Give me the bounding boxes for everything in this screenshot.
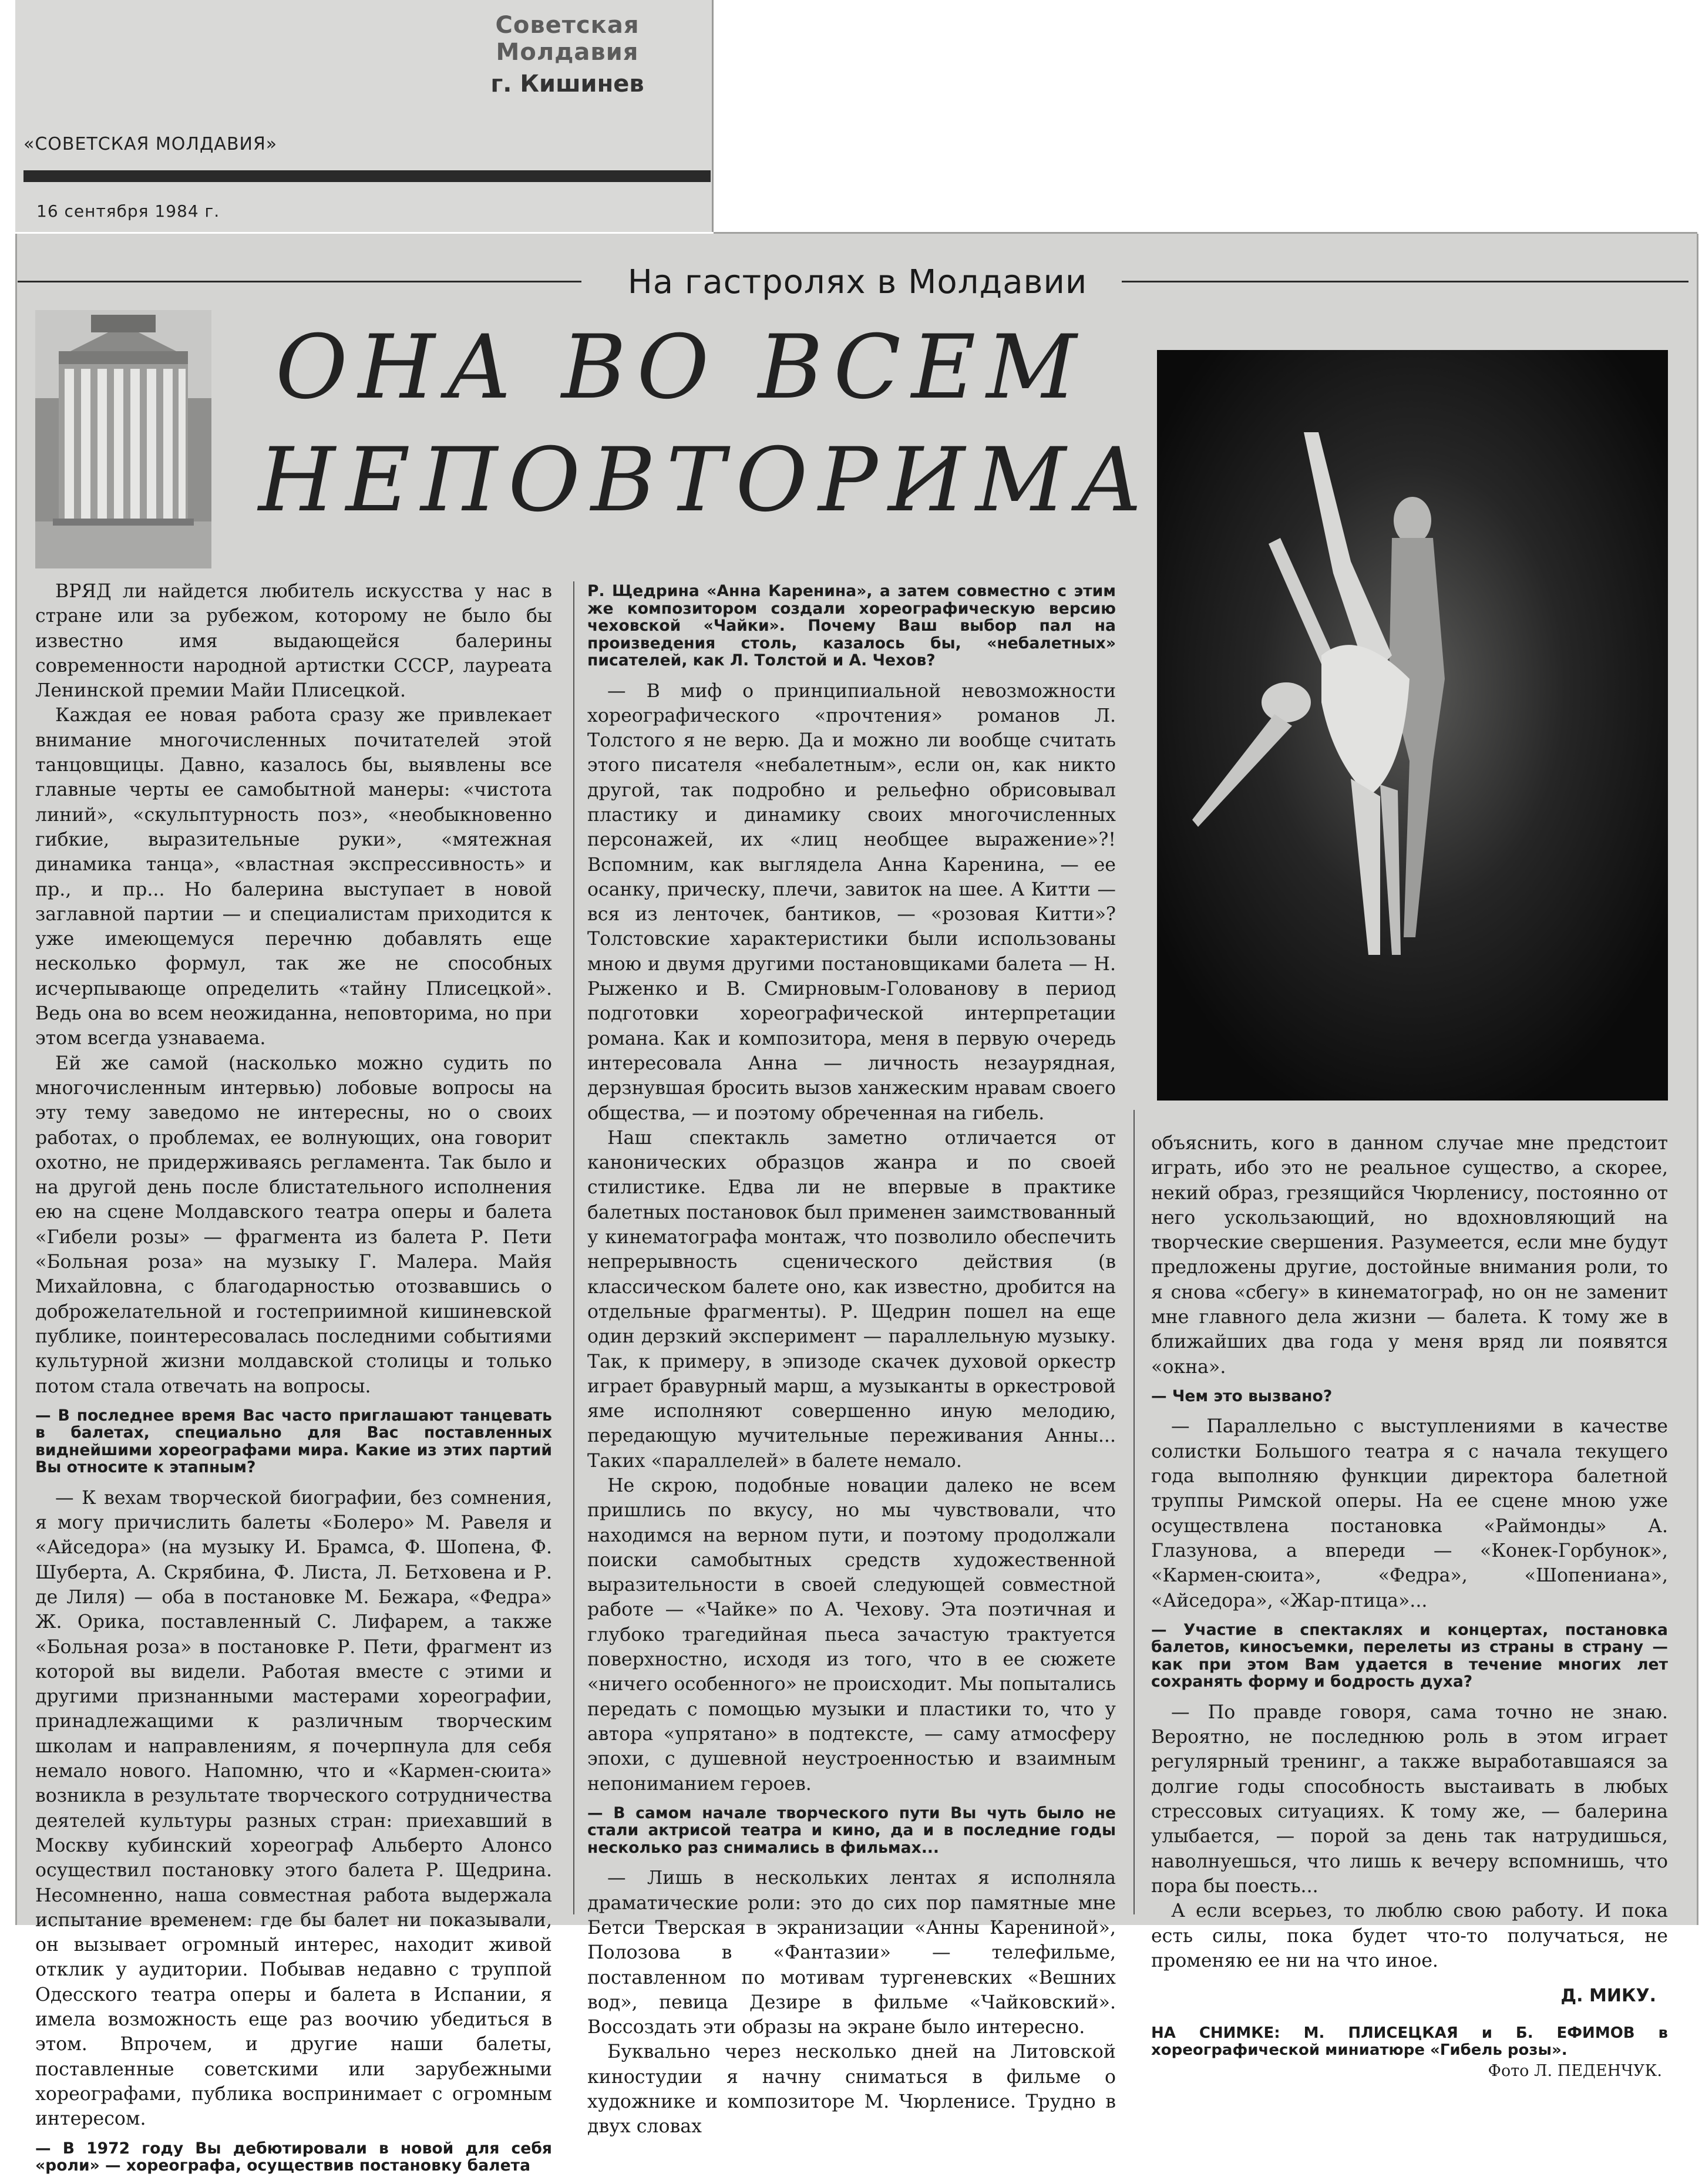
theatre-building-illustration <box>35 310 211 568</box>
answer-paragraph: — Лишь в нескольких лентах я исполняла драматические роли: это до сих пор памятные мне Бетси Тверская в экранизации «Анны Карениной», Полозова в «Фантазии» — телефильме, поставленном по мотивам тургеневских «Вешних вод», певица Дезире в фильме «Чайковский». Воссоздать эти образы на экране было интересно. <box>587 1867 1116 2038</box>
ballet-photo <box>1157 350 1668 1101</box>
paragraph: Наш спектакль заметно отличается от канонических образцов жанра и по своей стилистике. Едва ли не впервые в практике балетных постановок был применен заимствованный у кинематографа монтаж, что позволило обеспечить непрерывность сценического действия (в классическом балете оно, как известно, дробится на отдельные фрагменты). Р. Щедрин пошел на еще один дерзкий эксперимент — параллельную музыку. Так, к примеру, в эпизоде скачек духовой оркестр играет бравурный марш, а музыканты в оркестровой яме исполняют совершенно иную мелодию, передающую мучительные переживания Анны... Таких «параллелей» в балете немало. <box>587 1127 1116 1472</box>
headline-line-2: НЕПОВТОРИМА <box>258 429 1154 531</box>
interview-question: — Чем это вызвано? <box>1151 1387 1333 1405</box>
photo-caption: НА СНИМКЕ: М. ПЛИСЕЦКАЯ и Б. ЕФИМОВ в хореографической миниатюре «Гибель розы». <box>1151 2024 1668 2060</box>
lead-paragraph: ВРЯД ли найдется любитель искусства у нас в стране или за рубежом, которому не было бы известно имя выдающейся балерины современности народной артистки СССР, лауреата Ленинской премии Майи Плисецкой. <box>35 581 552 702</box>
column-2 <box>587 583 1116 2139</box>
publication-date: 16 сентября 1984 г. <box>36 201 220 221</box>
paragraph: Каждая ее новая работа сразу же привлекает внимание многочисленных почитателей этой танцовщицы. Давно, казалось бы, выявлены все главные черты ее самобытной манеры: «чистота линий», «скульптурность поз», «необыкновенно гибкие, выразительные руки», «мятежная динамика танца», «властная экспрессивность» и пр., и пр... Но балерина выступает в новой заглавной партии — и специалистам приходится к уже имеющемуся перечню добавлять еще несколько формул, так же не способных исчерпывающе определить «тайну Плисецкой». Ведь она во всем неожиданна, неповторима, но при этом всегда узнаваема. <box>35 705 552 1049</box>
stamp-line-1: Советская Молдавия <box>495 12 640 66</box>
paragraph: Ей же самой (насколько можно судить по многочисленным интервью) лобовые вопросы на эту тему заведомо не интересны, но о своих работах, о проблемах, ее волнующих, она говорит охотно, не придерживаясь регламента. Так было и на другой день после блистательного исполнения ею на сцене Молдавского театра оперы и балета «Гибели розы» — фрагмента из балета Р. Пети «Больная роза» на музыку Г. Малера. Майя Михайловна, с благодарностью отозвавшись о доброжелательной и гостеприимной кишиневской публике, поинтересовалась последними событиями культурной жизни молдавской столицы и только потом стала отвечать на вопросы. <box>35 1052 552 1397</box>
rubric: На гастролях в Молдавии <box>627 263 1088 301</box>
answer-paragraph: — По правде говоря, сама точно не знаю. Вероятно, не последнюю роль в этом играет регулярный тренинг, а также выработавшаяся за долгие годы способность выстаивать в любых стрессовых ситуациях. К тому же, — балерина улыбается, — порой за день так натрудишься, наволнуешься, что лишь к вечеру вспомнишь, что пора бы поесть... <box>1151 1701 1668 1897</box>
clipping-header <box>15 0 714 232</box>
interview-question: — В самом начале творческого пути Вы чуть было не стали актрисой театра и кино, да и в последние годы несколько раз снимались в фильмах... <box>587 1803 1116 1857</box>
column-separator <box>573 581 574 1914</box>
answer-paragraph: — Параллельно с выступлениями в качестве солистки Большого театра я с начала текущего года выполняю функции директора балетной труппы Римской оперы. На ее сцене мною уже осуществлена постановка «Раймонды» А. Глазунова, а впереди — «Конек-Горбунок», «Кармен-сюита», «Федра», «Шопениана», «Айседора», «Жар-птица»... <box>1151 1416 1668 1611</box>
paragraph: А если всерьез, то люблю свою работу. И пока есть силы, пока будет что-то получаться, не променяю ее ни на что иное. <box>1151 1900 1668 1971</box>
rubric-rule-right <box>1122 281 1688 282</box>
archive-stamp <box>426 12 708 97</box>
photo-credit: Фото Л. ПЕДЕНЧУК. <box>1488 2062 1662 2081</box>
headline-line-1: ОНА ВО ВСЕМ <box>275 317 1088 419</box>
paragraph: Буквально через несколько дней на Литовской киностудии я начну сниматься в фильме о художнике и композиторе М. Чюрленисе. Трудно в двух словах <box>587 2041 1116 2138</box>
column-separator <box>1133 1110 1135 1914</box>
header-rule <box>23 170 711 182</box>
interview-question: — Участие в спектаклях и концертах, постановка балетов, киносъемки, перелеты из страны в страну — как при этом Вам удается в течение многих лет сохранять форму и бодрость духа? <box>1151 1620 1668 1691</box>
dancers-photo-image <box>1157 350 1668 1101</box>
paragraph: Не скрою, подобные новации далеко не всем пришлись по вкусу, но мы чувствовали, что находимся на верном пути, и поэтому продолжали поиски самобытных средств художественной выразительности в своей следующей совместной работе — «Чайке» по А. Чехову. Эта поэтичная и глубоко трагедийная пьеса зачастую трактуется поверхностно, исходя из того, что в ее сюжете «ничего особенного» не происходит. Мы попытались передать с помощью музыки и пластики то, что у автора «упрятано» в подтексте, — саму атмосферу эпохи, с душевной неустроенностью и взаимным непониманием героев. <box>587 1475 1116 1795</box>
interview-question: — В последнее время Вас часто приглашают танцевать в балетах, специально для Вас поставленных виднейшими хореографами мира. Какие из этих партий Вы относите к этапным? <box>35 1406 552 1477</box>
newspaper-name: «СОВЕТСКАЯ МОЛДАВИЯ» <box>23 134 278 154</box>
answer-paragraph: — В миф о принципиальной невозможности хореографического «прочтения» романов Л. Толстого я не верю. Да и можно ли вообще считать этого писателя «небалетным», если он, как никто другой, так подробно и рельефно обрисовывал пластику и динамику своих многочисленных персонажей, их «лиц необщее выражение»?! Вспомним, как выглядела Анна Каренина, — ее осанку, прическу, плечи, завиток на шее. А Китти — вся из ленточек, бантиков, — «розовая Китти»? Толстовские характеристики были использованы мною и двумя другими постановщиками балета — Н. Рыженко и В. Смирновым-Голованову в период подготовки хореографической интерпретации романа. Как и композитора, меня в первую очередь интересовала Анна — личность незаурядная, дерзнувшая бросить вызов ханжеским нравам своего общества, — и поэтому обреченная на гибель. <box>587 680 1116 1124</box>
bolshoi-theatre-icon <box>35 310 211 568</box>
paragraph-continued: объяснить, кого в данном случае мне предстоит играть, ибо это не реальное существо, а скорее, некий образ, грезящийся Чюрленису, постоянно от него ускользающий, но вдохновляющий на творческие свершения. Разумеется, если мне будут предложены другие, достойные внимания роли, то я снова «сбегу» в кинематограф, но он не заменит мне главного дела жизни — балета. К тому же в ближайших два года у меня вряд ли появятся «окна». <box>1151 1133 1668 1378</box>
author-signature: Д. МИКУ. <box>1560 1986 1656 2007</box>
answer-paragraph: — К вехам творческой биографии, без сомнения, я могу причислить балеты «Болеро» М. Равеля и «Айседора» (на музыку И. Брамса, Ф. Шопена, Ф. Шуберта, А. Скрябина, Ф. Листа, Л. Бетховена и Р. де Лиля) — оба в постановке М. Бежара, «Федра» Ж. Орика, поставленный С. Лифарем, а также «Больная роза» в постановке Р. Пети, фрагмент из которой вы видели. Работая вместе с этими и другими признанными мастерами хореографии, принадлежащими к различным творческим школам и направлениям, я почерпнула для себя немало нового. Напомню, что и «Кармен-сюита» возникла в результате творческого сотрудничества деятелей культуры разных стран: приехавший в Москву кубинский хореограф Альберто Алонсо осуществил постановку этого балета Р. Щедрина. Несомненно, наша совместная работа выдержала испытание временем: где бы балет ни показывали, он вызывает огромный интерес, находит живой отклик у аудитории. Побывав недавно с труппой Одесского театра оперы и балета в Испании, я имела возможность еще раз воочию убедиться в этом. Впрочем, и другие наши балеты, поставленные советскими или зарубежными хореографами, публика воспринимает с огромным интересом. <box>35 1487 552 2130</box>
headline <box>258 311 1154 537</box>
interview-question: — В 1972 году Вы дебютировали в новой для себя «роли» — хореографа, осуществив постановку балета <box>35 2139 552 2175</box>
column-1 <box>35 579 552 2184</box>
stamp-line-2: г. Кишинев <box>490 70 644 97</box>
rubric-rule-left <box>18 281 581 282</box>
column-3 <box>1151 1131 1668 2084</box>
interview-question-continued: Р. Щедрина «Анна Каренина», а затем совместно с этим же композитором создали хореографическую версию чеховской «Чайки». Почему Ваш выбор пал на произведения столь, казалось бы, «небалетных» писателей, как Л. Толстой и А. Чехов? <box>587 582 1116 669</box>
